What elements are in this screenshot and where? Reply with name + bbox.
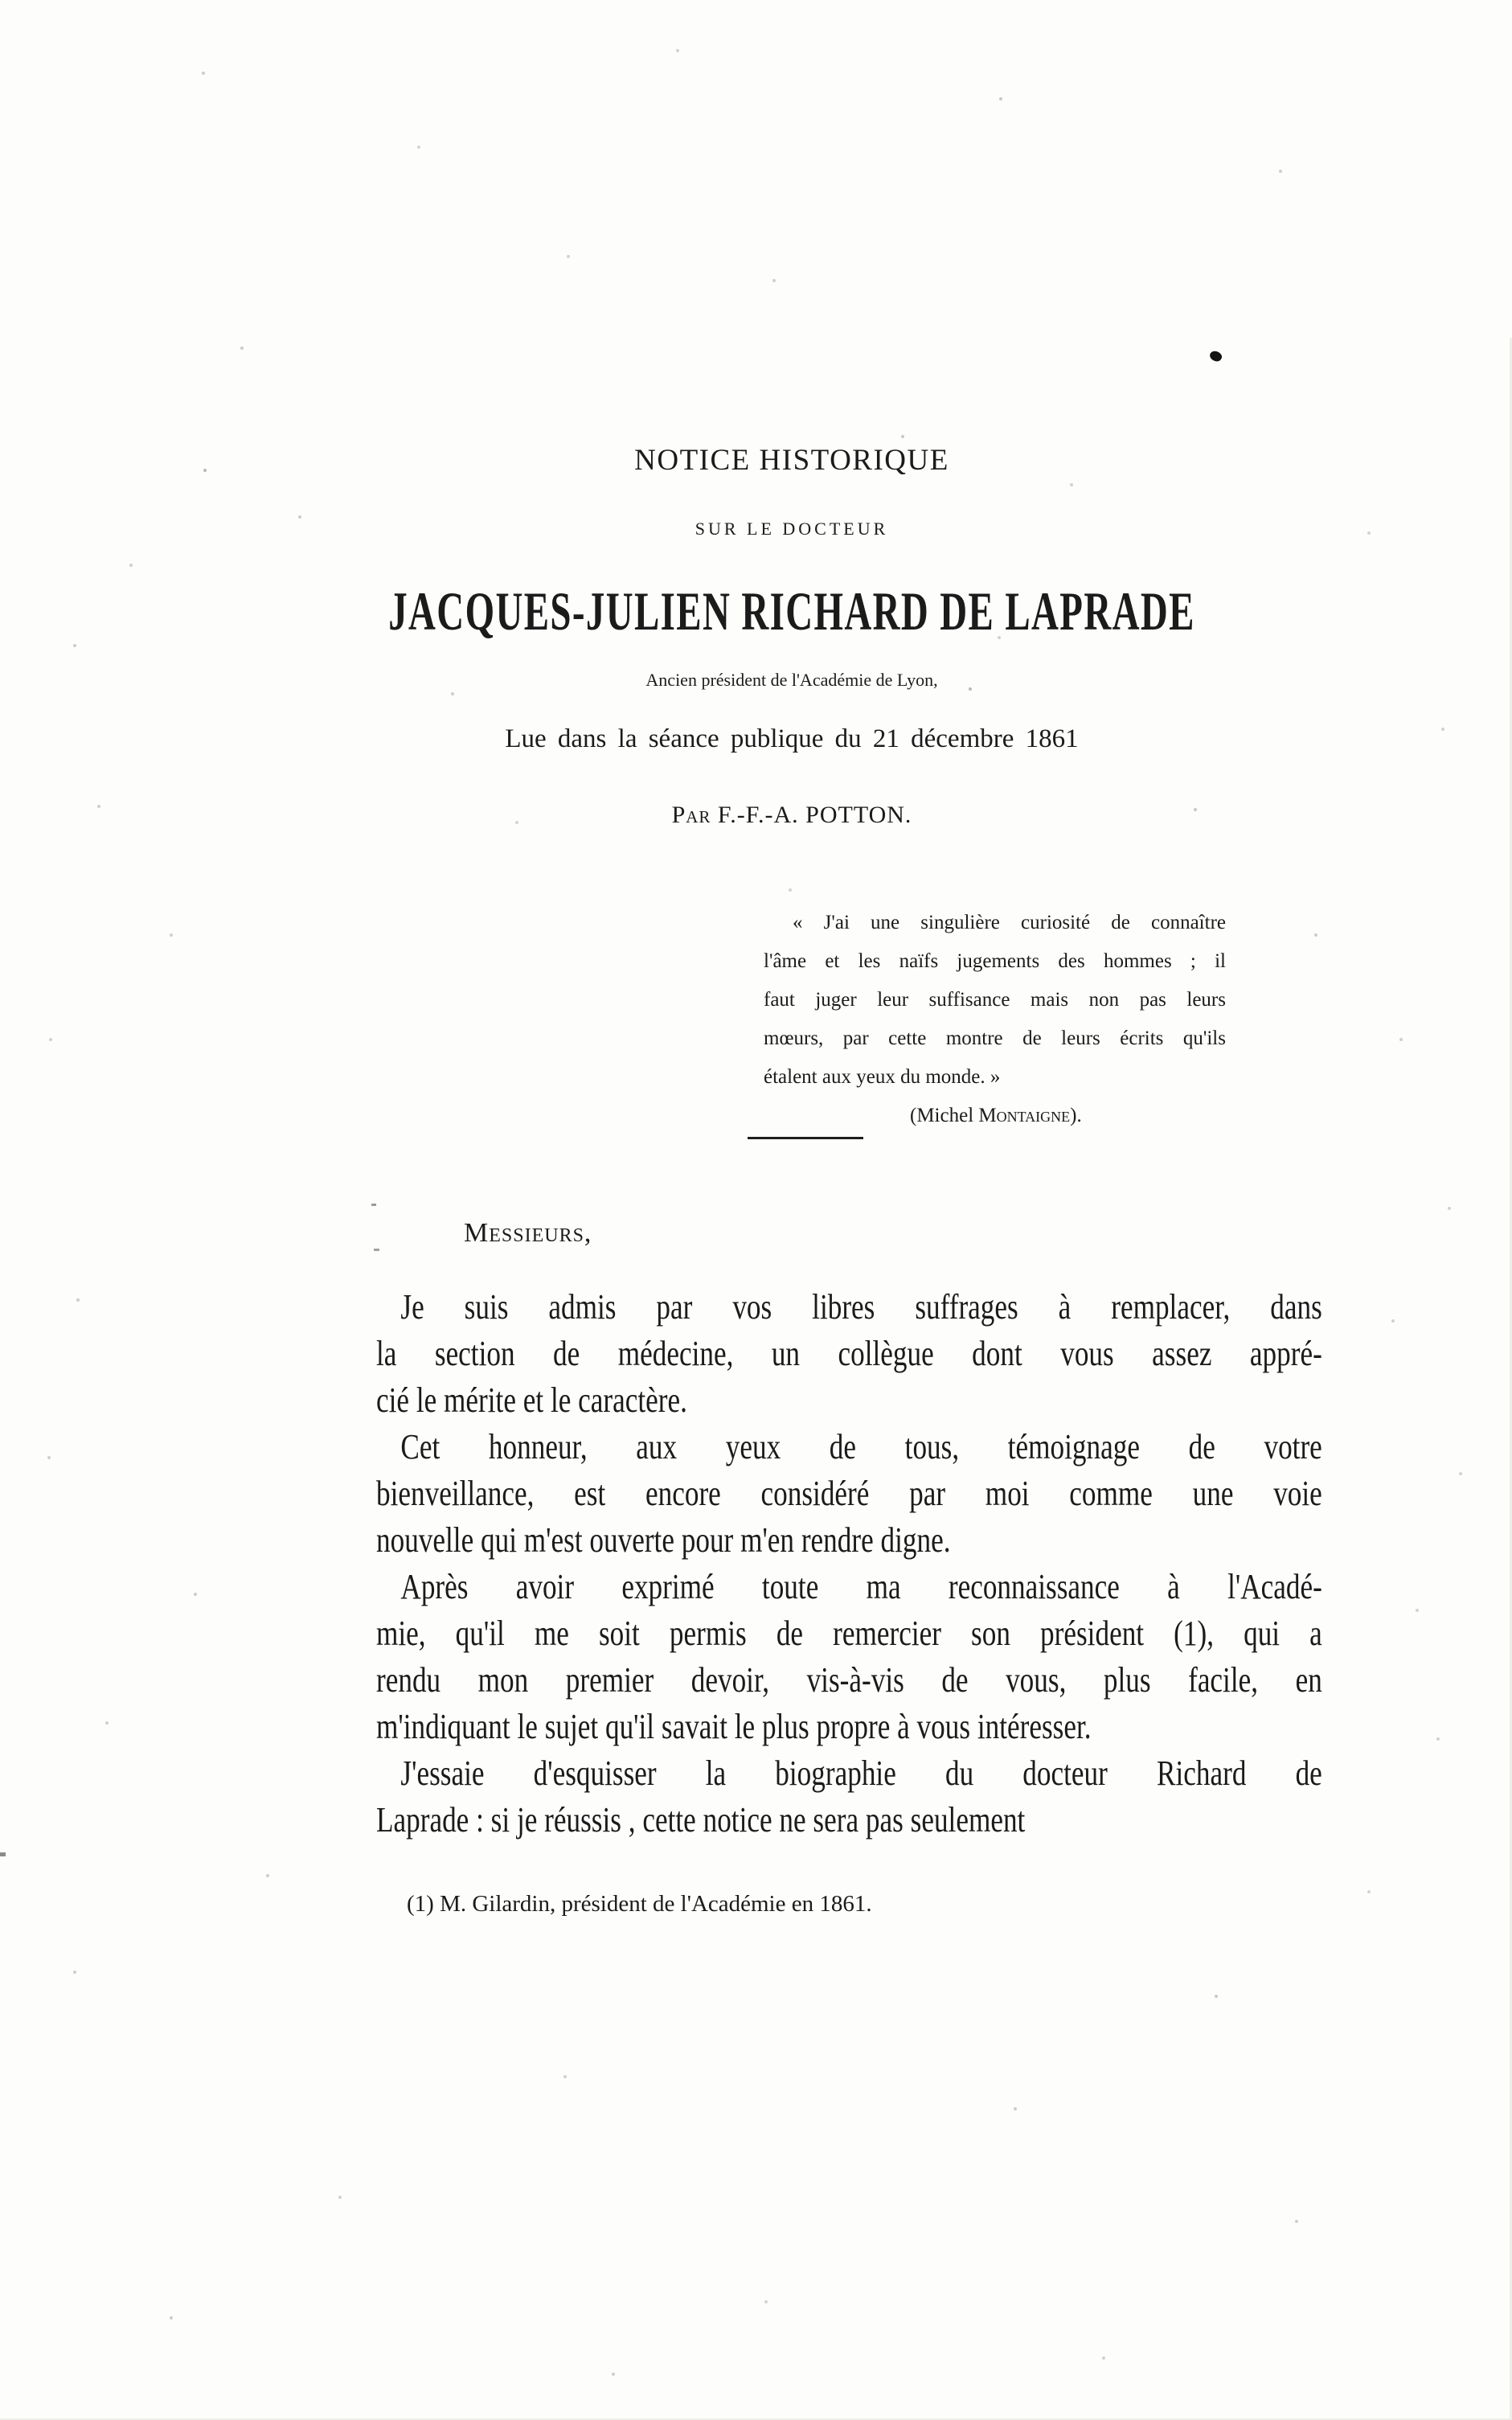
epigraph-line: étalent aux yeux du monde. » <box>764 1066 1001 1088</box>
body-line: m'indiquant le sujet qu'il savait le plus propre à vous intéresser. <box>376 1707 1092 1746</box>
body-line: mie, qu'il me soit permis de remercier son président (1), qui a <box>376 1614 1322 1653</box>
body-line: nouvelle qui m'est ouverte pour m'en rendre digne. <box>376 1520 951 1560</box>
epigraph-line: l'âme et les naïfs jugements des hommes ; il <box>764 950 1226 972</box>
author-line <box>672 802 912 829</box>
separator-rule <box>748 1137 863 1139</box>
footnote: (1) M. Gilardin, président de l'Académie en 1861. <box>407 1891 872 1917</box>
body-line: la section de médecine, un collègue dont vous assez appré- <box>376 1334 1322 1373</box>
epigraph-line: « J'ai une singulière curiosité de connaître <box>793 912 1226 933</box>
body-line: cié le mérite et le caractère. <box>376 1380 687 1420</box>
body-line: Après avoir exprimé toute ma reconnaissance à l'Acadé- <box>400 1567 1322 1606</box>
scan-speckles <box>0 0 2 2</box>
epigraph <box>764 904 1226 1135</box>
body-line: Cet honneur, aux yeux de tous, témoignage de votre <box>400 1427 1322 1466</box>
ink-blot <box>1208 349 1223 363</box>
salutation: Messieurs, <box>464 1218 592 1248</box>
seance-line: Lue dans la séance publique du 21 décembre 1861 <box>505 724 1079 753</box>
attribution-pre: (Michel <box>910 1105 979 1126</box>
body-line: Je suis admis par vos libres suffrages à remplacer, dans <box>400 1287 1322 1327</box>
body-line: rendu mon premier devoir, vis-à-vis de vous, plus facile, en <box>376 1660 1322 1700</box>
scan-mark <box>374 1249 379 1251</box>
body-line: bienveillance, est encore considéré par moi comme une voie <box>376 1474 1322 1513</box>
main-title: JACQUES-JULIEN RICHARD DE LAPRADE <box>388 580 1195 642</box>
attribution-post: ). <box>1070 1105 1082 1126</box>
epigraph-line: mœurs, par cette montre de leurs écrits qu'ils <box>764 1027 1226 1049</box>
notice-heading: NOTICE HISTORIQUE <box>634 444 949 477</box>
body-line: Laprade : si je réussis , cette notice ne sera pas seulement <box>376 1800 1026 1840</box>
page-edge-mark <box>0 1852 6 1856</box>
epigraph-attribution <box>764 1097 1226 1135</box>
docteur-subheading: SUR LE DOCTEUR <box>695 519 889 539</box>
attribution-name: Montaigne <box>978 1105 1071 1126</box>
author-name: F.-F.-A. POTTON. <box>717 802 912 828</box>
role-line: Ancien président de l'Académie de Lyon, <box>645 670 938 690</box>
body-line: J'essaie d'esquisser la biographie du docteur Richard de <box>400 1753 1322 1793</box>
body-text <box>376 1284 1322 1844</box>
scan-mark <box>371 1204 376 1206</box>
author-prefix: Par <box>671 802 711 828</box>
epigraph-line: faut juger leur suffisance mais non pas leurs <box>764 989 1226 1011</box>
